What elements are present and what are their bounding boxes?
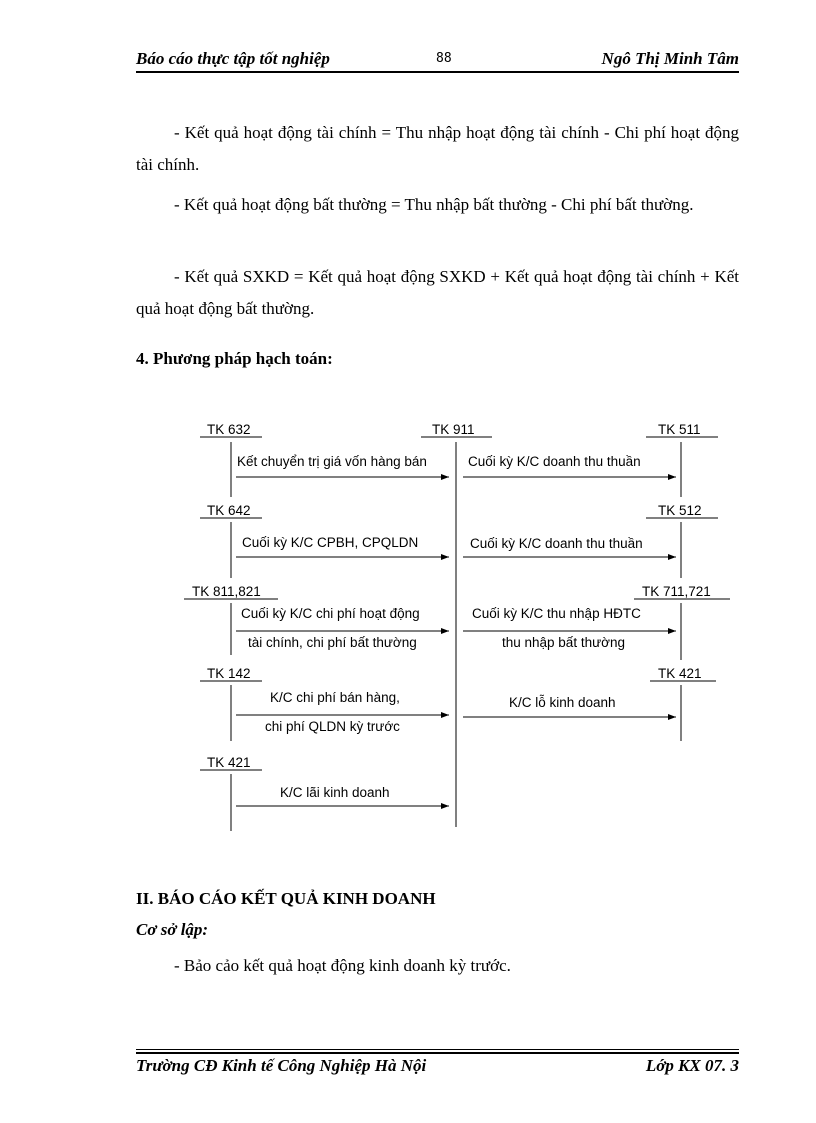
flow-label-right-3a: Cuối kỳ K/C thu nhập HĐTC <box>472 606 641 621</box>
footer-right: Lớp KX 07. 3 <box>645 1056 739 1075</box>
flow-label-right-1: Cuối kỳ K/C doanh thu thuần <box>468 454 641 469</box>
flow-label-left-4a: K/C chi phí bán hàng, <box>270 690 400 705</box>
flow-label-left-5: K/C lãi kinh doanh <box>280 785 390 800</box>
account-label-left-3: TK 811,821 <box>192 584 261 599</box>
account-label-left-1: TK 632 <box>207 422 251 437</box>
paragraph-financial: - Kết quả hoạt động tài chính = Thu nhập hoạt động tài chính - Chi phí hoạt động tài chính. <box>136 123 739 174</box>
flow-label-left-3a: Cuối kỳ K/C chi phí hoạt động <box>241 606 420 621</box>
account-label-left-4: TK 142 <box>207 666 251 681</box>
paragraph-business-result: - Kết quả SXKD = Kết quả hoạt động SXKD + Kết quả hoạt động tài chính + Kết quả hoạt động bất thường. <box>136 267 739 318</box>
account-label-right-2: TK 512 <box>658 503 702 518</box>
section-title-report: II. BÁO CÁO KẾT QUẢ KINH DOANH <box>136 889 436 908</box>
flow-label-right-4: K/C lỗ kinh doanh <box>509 695 616 710</box>
section-heading-method: 4. Phương pháp hạch toán: <box>136 349 333 368</box>
account-label-right-1: TK 511 <box>658 422 701 437</box>
account-label-left-5: TK 421 <box>207 755 251 770</box>
footer-rule-top <box>136 1049 739 1050</box>
account-label-center: TK 911 <box>432 422 475 437</box>
header-left: Báo cáo thực tập tốt nghiệp <box>136 49 330 68</box>
footer-left: Trường CĐ Kinh tế Công Nghiệp Hà Nội <box>136 1056 427 1075</box>
flow-label-left-3b: tài chính, chi phí bất thường <box>248 635 417 650</box>
footer-rule-bottom <box>136 1052 739 1054</box>
account-label-right-3: TK 711,721 <box>642 584 711 599</box>
flow-label-left-2: Cuối kỳ K/C CPBH, CPQLDN <box>242 535 419 550</box>
flow-label-left-4b: chi phí QLDN kỳ trước <box>265 719 400 734</box>
flow-label-right-2: Cuối kỳ K/C doanh thu thuần <box>470 536 643 551</box>
account-label-right-4: TK 421 <box>658 666 702 681</box>
paragraph-extraordinary: - Kết quả hoạt động bất thường = Thu nhập bất thường - Chi phí bất thường. <box>174 195 694 214</box>
section-subtitle-basis: Cơ sở lập: <box>136 920 209 939</box>
flow-label-right-3b: thu nhập bất thường <box>502 635 625 650</box>
account-label-left-2: TK 642 <box>207 503 251 518</box>
flow-label-left-1: Kết chuyển trị giá vốn hàng bán <box>237 454 427 469</box>
header-right: Ngô Thị Minh Tâm <box>601 49 739 68</box>
basis-item: - Bảo cảo kết quả hoạt động kinh doanh kỳ trước. <box>174 956 511 975</box>
page-number: 88 <box>436 51 452 66</box>
